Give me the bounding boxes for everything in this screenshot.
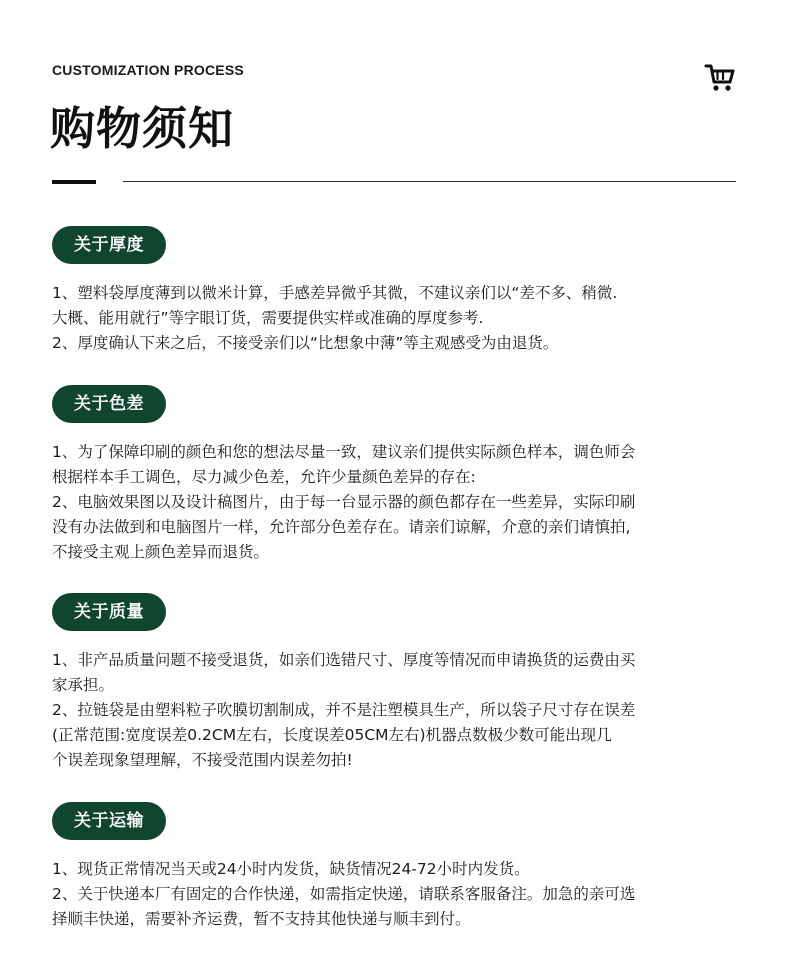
section-heading-pill: 关于厚度 (52, 226, 166, 264)
title-divider (123, 181, 736, 182)
shopping-cart-icon[interactable] (703, 60, 737, 94)
body-line: 1、现货正常情况当天或24小时内发货，缺货情况24-72小时内发货。 (52, 860, 530, 878)
body-line: 1、为了保障印刷的颜色和您的想法尽量一致，建议亲们提供实际颜色样本，调色师会 (52, 443, 636, 461)
body-line: 家承担。 (52, 676, 115, 694)
body-line: (正常范围:宽度误差0.2CM左右，长度误差05CM左右)机器点数极少数可能出现几 (52, 726, 612, 744)
body-line: 没有办法做到和电脑图片一样，允许部分色差存在。请亲们谅解，介意的亲们请慎拍, (52, 518, 631, 536)
body-line: 2、厚度确认下来之后，不接受亲们以“比想象中薄”等主观感受为由退货。 (52, 334, 559, 352)
section-heading-pill: 关于色差 (52, 385, 166, 423)
page-subtitle: CUSTOMIZATION PROCESS (52, 62, 244, 78)
section-quality (52, 593, 752, 773)
section-thickness (52, 226, 752, 356)
section-heading-pill: 关于质量 (52, 593, 166, 631)
section-body (52, 281, 752, 356)
section-color-difference (52, 385, 752, 565)
body-line: 1、塑料袋厚度薄到以微米计算，手感差异微乎其微，不建议亲们以“差不多、稍微. (52, 284, 618, 302)
body-line: 2、关于快递本厂有固定的合作快递，如需指定快递，请联系客服备注。加急的亲可选 (52, 885, 636, 903)
body-line: 不接受主观上颜色差异而退货。 (52, 543, 270, 561)
section-body (52, 857, 752, 932)
body-line: 个误差现象望理解，不接受范围内误差勿拍! (52, 751, 353, 769)
body-line: 根据样本手工调色，尽力减少色差，允许少量颜色差异的存在: (52, 468, 476, 486)
section-body (52, 648, 752, 773)
body-line: 2、拉链袋是由塑料粒子吹膜切割制成，并不是注塑模具生产，所以袋子尺寸存在误差 (52, 701, 636, 719)
body-line: 择顺丰快递，需要补齐运费，暂不支持其他快递与顺丰到付。 (52, 910, 471, 928)
body-line: 1、非产品质量问题不接受退货，如亲们选错尺寸、厚度等情况而申请换货的运费由买 (52, 651, 636, 669)
page-title: 购物须知 (50, 102, 235, 155)
title-underline-accent (52, 180, 96, 184)
section-body (52, 440, 752, 565)
body-line: 2、电脑效果图以及设计稿图片，由于每一台显示器的颜色都存在一些差异，实际印刷 (52, 493, 636, 511)
section-shipping (52, 802, 752, 932)
body-line: 大概、能用就行”等字眼订货，需要提供实样或准确的厚度参考. (52, 309, 484, 327)
section-heading-pill: 关于运输 (52, 802, 166, 840)
